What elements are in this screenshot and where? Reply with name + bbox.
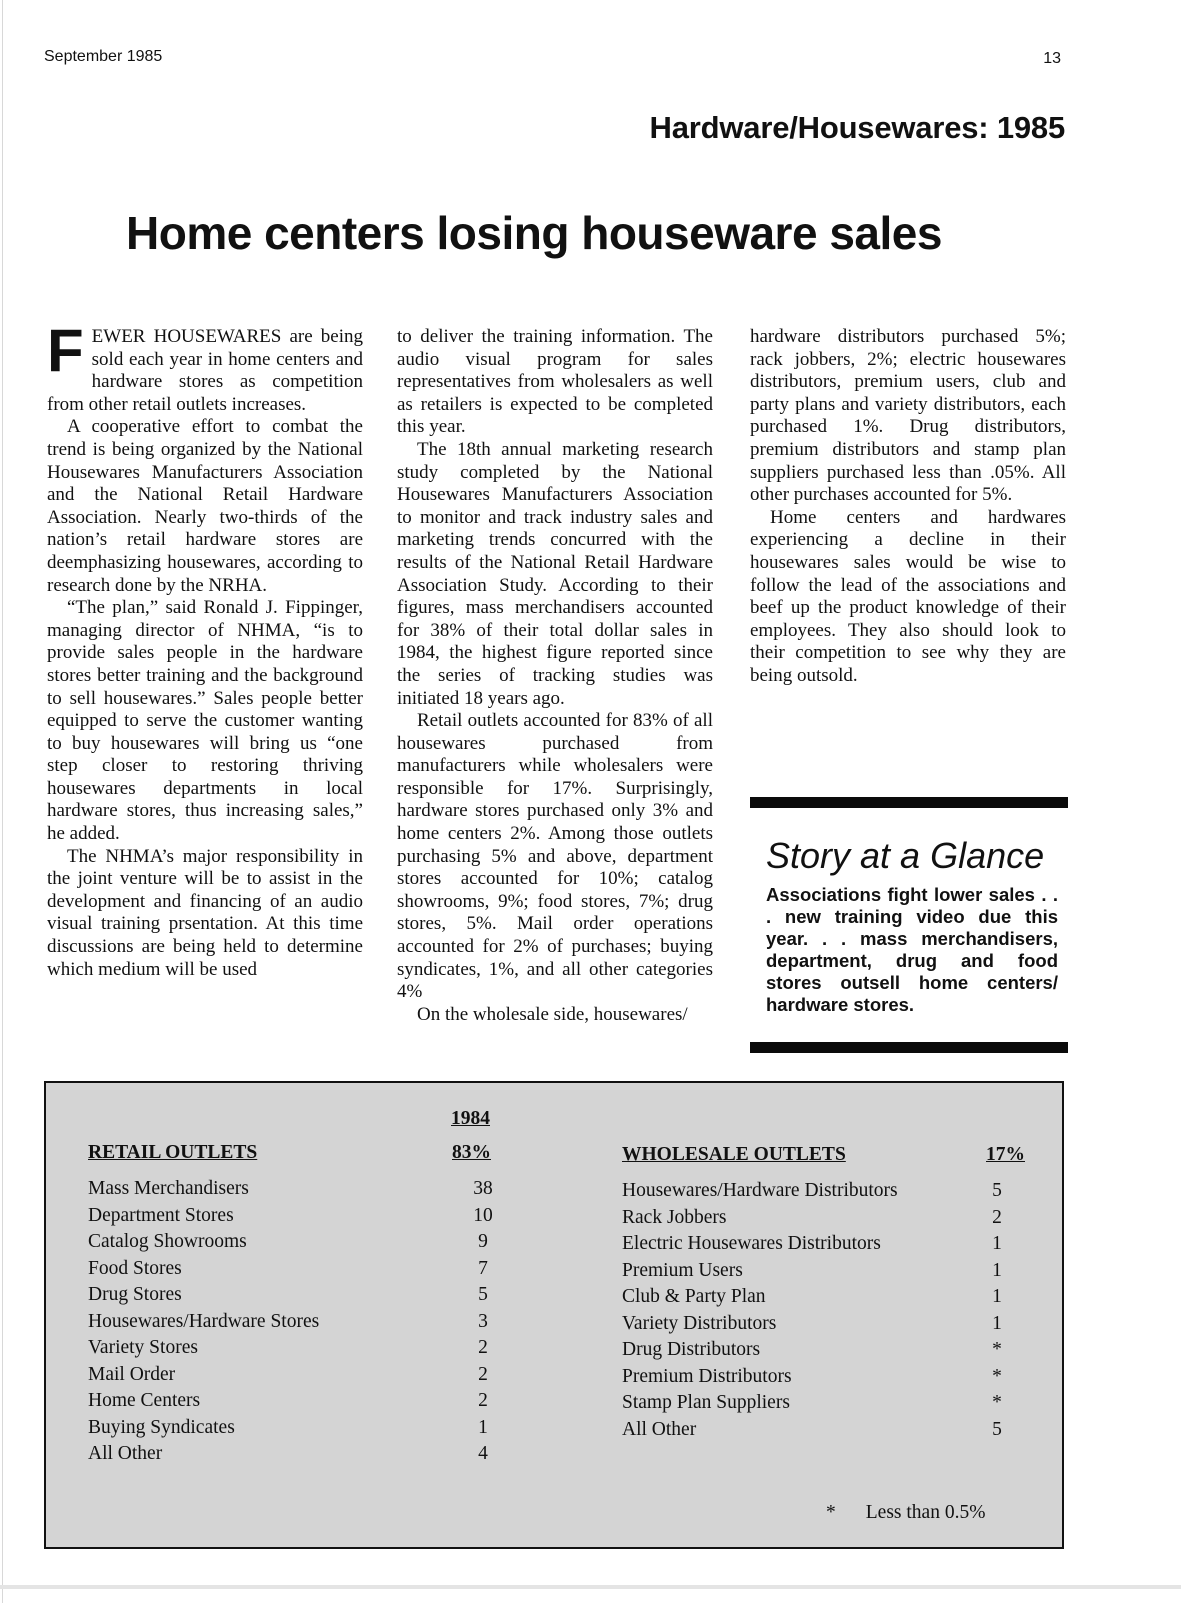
row-value: 1 <box>478 1416 488 1438</box>
page-bottom-edge <box>0 1585 1181 1589</box>
article-column-2 <box>397 326 713 1026</box>
row-label: Variety Stores <box>88 1337 198 1358</box>
row-value: 2 <box>478 1363 488 1385</box>
row-value: 1 <box>992 1312 1002 1334</box>
outlets-table <box>44 1081 1064 1549</box>
glance-title: Story at a Glance <box>766 835 1045 876</box>
row-label: Food Stores <box>88 1257 182 1279</box>
article-paragraph: hardware distributors purchased 5%; rack jobbers, 2%; electric housewares distributors, premium users, club and party plans and variety distributors, each purchased 1%. Drug distributors, premium distributors and stamp plan suppliers purchased less than .05%. All other purchases accounted for 5%. <box>750 326 1066 506</box>
row-value: 2 <box>992 1206 1002 1228</box>
row-value: 3 <box>478 1310 488 1332</box>
table-footnote <box>826 1501 985 1525</box>
row-label: Drug Distributors <box>622 1339 761 1360</box>
wholesale-outlets-header: WHOLESALE OUTLETS <box>622 1144 846 1165</box>
retail-outlets-total: 83% <box>452 1142 491 1163</box>
article-paragraph: A cooperative effort to combat the trend is being organized by the National Housewares Manufacturers Association and the National Retail Hardware Association. Nearly two-thirds of the nation’s retail hardware stores are deemphasizing housewares, according to research done by the NRHA. <box>47 416 363 596</box>
table-row <box>622 1312 1012 1339</box>
wholesale-rows <box>622 1179 1012 1444</box>
row-value: 7 <box>478 1257 488 1279</box>
page-edge <box>2 0 3 1603</box>
table-row <box>622 1365 1012 1392</box>
table-row <box>622 1391 1012 1418</box>
retail-outlets-header: RETAIL OUTLETS <box>88 1142 258 1163</box>
row-label: Catalog Showrooms <box>88 1231 247 1252</box>
retail-rows <box>88 1177 493 1469</box>
article-paragraph: The 18th annual marketing research study completed by the National Housewares Manufacturers Association to monitor and track industry sales and marketing trends concurred with the results of the National Retail Hardware Association Study. According to their figures, mass merchandisers accounted for 38% of their total dollar sales in 1984, the highest figure reported since the series of tracking studies was initiated 18 years ago. <box>397 438 713 709</box>
story-at-a-glance-box <box>750 797 1068 1053</box>
table-row <box>622 1206 1012 1233</box>
table-row <box>88 1310 488 1337</box>
table-row <box>622 1285 1012 1312</box>
table-row <box>88 1177 493 1204</box>
glance-bottom-rule <box>750 1042 1068 1053</box>
table-row <box>88 1230 488 1257</box>
table-row <box>622 1179 1012 1206</box>
row-label: Club & Party Plan <box>622 1286 766 1307</box>
row-value: * <box>992 1392 1002 1413</box>
table-row <box>88 1416 488 1443</box>
row-label: Mass Merchandisers <box>88 1178 249 1199</box>
row-value: 5 <box>992 1180 1002 1201</box>
table-row <box>622 1259 1012 1286</box>
row-label: Housewares/Hardware Distributors <box>622 1180 898 1201</box>
row-label: Housewares/Hardware Stores <box>88 1310 320 1332</box>
article-paragraph: Home centers and hardwares experiencing a decline in their housewares sales would be wise to follow the lead of the associations and beef up the product knowledge of their employees. They also should look to their competition to see why they are being outsold. <box>750 506 1066 686</box>
article-headline: Home centers losing houseware sales <box>126 207 942 259</box>
footnote-symbol: * <box>826 1502 836 1523</box>
table-row <box>88 1389 488 1416</box>
row-value: 2 <box>478 1337 488 1358</box>
table-row <box>88 1257 488 1284</box>
row-label: Rack Jobbers <box>622 1206 727 1228</box>
article-paragraph <box>47 317 363 416</box>
article-paragraph: “The plan,” said Ronald J. Fippinger, managing director of NHMA, “is to provide sales people in the hardware stores better training and the background to sell housewares.” Sales people better equipped to serve the customer wanting to buy housewares will bring us “one step closer to restoring thriving housewares departments in local hardware stores, thus increasing sales,” he added. <box>47 597 363 845</box>
row-value: 1 <box>992 1233 1002 1254</box>
article-column-1 <box>47 317 363 981</box>
row-value: 9 <box>478 1231 488 1252</box>
article-paragraph: The NHMA’s major responsibility in the joint venture will be to assist in the development and financing of an audio visual training prsentation. At this time discussions are being held to determine which medium will be used <box>47 845 363 980</box>
drop-cap: F <box>47 317 84 384</box>
table-row <box>622 1338 1012 1365</box>
table-row <box>88 1283 488 1310</box>
article-paragraph: Retail outlets accounted for 83% of all housewares purchased from manufacturers while wholesalers were responsible for 17%. Surprisingly, hardware stores purchased only 3% and home centers 2%. Among those outlets purchasing 5% and above, department stores accounted for 10%; catalog showrooms, 9%; food stores, 7%; drug stores, 5%. Mail order operations accounted for 2% of purchases; buying syndicates, 1%, and all other categories 4% <box>397 710 713 1003</box>
page-number: 13 <box>1043 50 1061 67</box>
row-label: Department Stores <box>88 1204 234 1226</box>
row-label: All Other <box>622 1418 697 1440</box>
glance-top-rule <box>750 797 1068 808</box>
row-value: * <box>992 1339 1002 1360</box>
row-label: Drug Stores <box>88 1284 182 1305</box>
glance-summary: Associations fight lower sales . . . new training video due this year. . . mass merchandisers, department, drug and food stores outsell home centers/ hardware stores. <box>766 884 1058 1015</box>
row-label: Stamp Plan Suppliers <box>622 1392 790 1413</box>
row-value: 1 <box>992 1286 1002 1307</box>
row-value: 5 <box>992 1418 1002 1440</box>
row-value: * <box>992 1365 1002 1387</box>
row-label: Home Centers <box>88 1390 201 1411</box>
table-row <box>622 1418 1012 1445</box>
row-value: 10 <box>473 1204 493 1226</box>
row-label: All Other <box>88 1443 163 1464</box>
table-year: 1984 <box>451 1108 490 1129</box>
table-row <box>88 1363 488 1390</box>
row-value: 38 <box>473 1178 493 1199</box>
row-value: 1 <box>992 1259 1002 1281</box>
row-label: Electric Housewares Distributors <box>622 1233 881 1254</box>
article-paragraph: On the wholesale side, housewares/ <box>417 1003 688 1025</box>
article-column-3 <box>750 326 1066 688</box>
table-row <box>622 1232 1012 1259</box>
row-label: Buying Syndicates <box>88 1416 235 1438</box>
row-value: 5 <box>478 1284 488 1305</box>
row-label: Mail Order <box>88 1363 176 1385</box>
table-row <box>88 1442 488 1469</box>
row-label: Premium Distributors <box>622 1365 792 1387</box>
row-value: 4 <box>478 1443 488 1464</box>
footnote-text: Less than 0.5% <box>865 1502 986 1523</box>
article-paragraph: to deliver the training information. The audio visual program for sales representatives from wholesalers as well as retailers is expected to be completed this year. <box>397 326 713 438</box>
table-row <box>88 1204 493 1231</box>
row-label: Variety Distributors <box>622 1312 777 1334</box>
row-value: 2 <box>478 1390 488 1411</box>
wholesale-outlets-total: 17% <box>986 1144 1025 1165</box>
table-row <box>88 1336 488 1363</box>
section-title: Hardware/Housewares: 1985 <box>649 110 1065 145</box>
row-label: Premium Users <box>622 1259 743 1281</box>
paragraph-text: EWER HOUSEWARES are being sold each year in home centers and hardware stores as competition from other retail outlets increases. <box>47 326 363 415</box>
issue-date: September 1985 <box>44 48 163 65</box>
